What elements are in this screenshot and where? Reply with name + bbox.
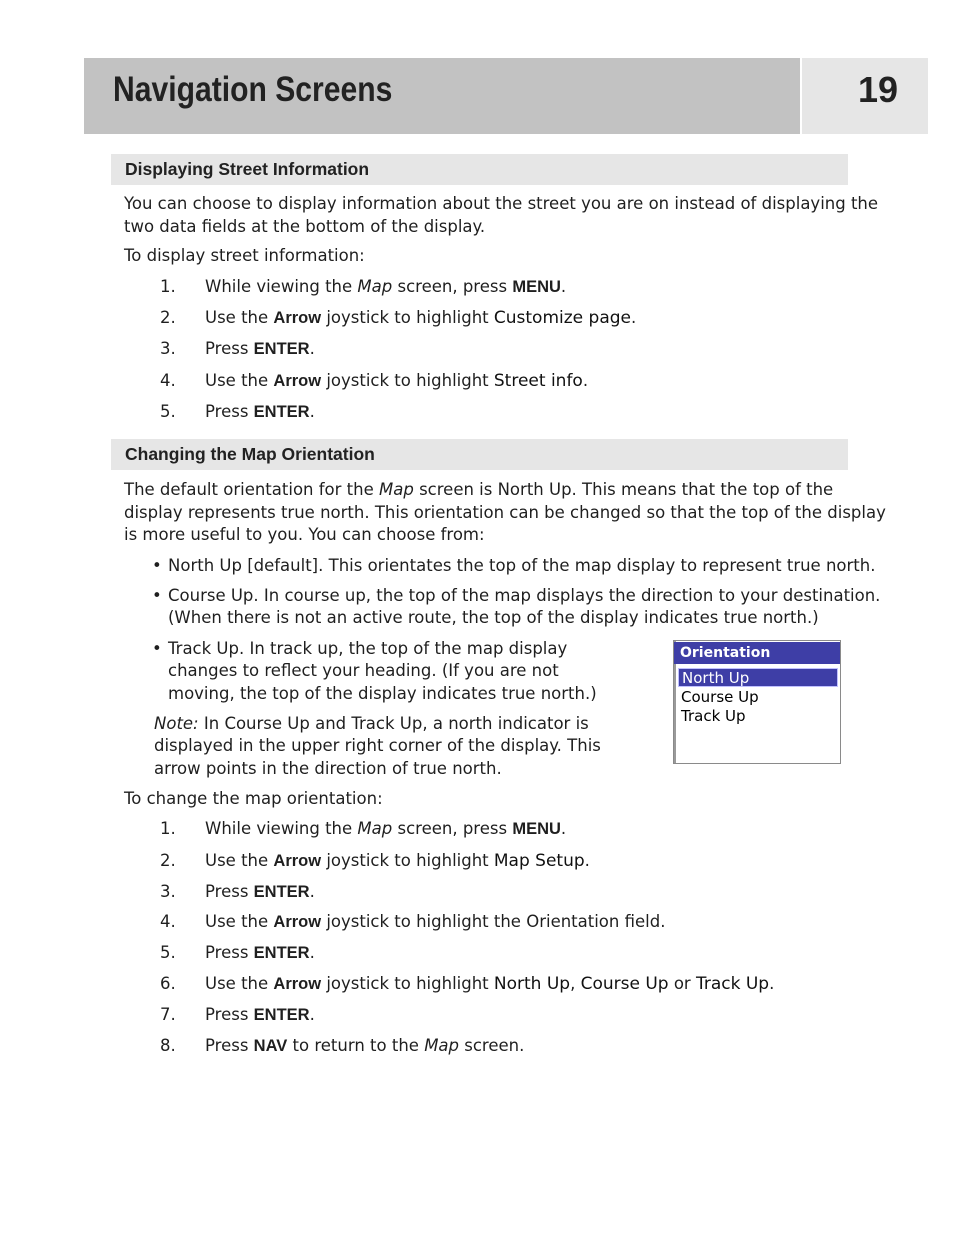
orientation-menu-title: Orientation	[674, 642, 840, 664]
step-number: 4.	[160, 912, 176, 931]
page-title: Navigation Screens	[113, 70, 393, 109]
step-number: 8.	[160, 1036, 176, 1055]
bullet-track-up-line2: changes to reflect your heading. (If you are not	[168, 661, 559, 680]
step-text: Press ENTER.	[205, 943, 315, 962]
step-text: Press ENTER.	[205, 339, 315, 358]
note-line3: arrow points in the direction of true north.	[154, 759, 502, 778]
step-text: Use the Arrow joystick to highlight North Up, Course Up or Track Up.	[205, 974, 775, 994]
step-number: 5.	[160, 943, 176, 962]
step-text: Press ENTER.	[205, 1005, 315, 1024]
step-text: Use the Arrow joystick to highlight Customize page.	[205, 308, 637, 328]
orientation-item-course-up: Course Up	[681, 688, 759, 706]
step-text: While viewing the Map screen, press MENU.	[205, 819, 567, 838]
note-line1: Note: In Course Up and Track Up, a north indicator is	[154, 714, 589, 733]
step-text: Press NAV to return to the Map screen.	[205, 1036, 525, 1055]
bullet-course-up-line2: (When there is not an active route, the top of the display indicates true north.)	[168, 608, 819, 627]
step-text: Press ENTER.	[205, 882, 315, 901]
section-heading-street-info: Displaying Street Information	[125, 159, 370, 179]
step-text: Use the Arrow joystick to highlight the Orientation field.	[205, 912, 666, 931]
section2-intro-line1: The default orientation for the Map screen is North Up. This means that the top of the	[124, 480, 834, 499]
step-text: Press ENTER.	[205, 402, 315, 421]
step-text: Use the Arrow joystick to highlight Street info.	[205, 371, 589, 391]
bullet-track-up-line3: moving, the top of the display indicates true north.)	[168, 684, 597, 703]
orientation-item-track-up: Track Up	[681, 707, 746, 725]
step-number: 6.	[160, 974, 176, 993]
bullet-north-up: North Up [default]. This orientates the top of the map display to represent true north.	[168, 556, 876, 575]
section1-lead: To display street information:	[124, 246, 365, 265]
section2-intro-line3: is more useful to you. You can choose from:	[124, 525, 485, 544]
step-number: 3.	[160, 339, 176, 358]
step-number: 5.	[160, 402, 176, 421]
bullet-course-up-line1: Course Up. In course up, the top of the map displays the direction to your destination.	[168, 586, 881, 605]
section-heading-orientation: Changing the Map Orientation	[125, 444, 375, 464]
section1-intro: You can choose to display information about the street you are on instead of displaying the two data fields at the bottom of the display.	[124, 194, 879, 236]
step-text: Use the Arrow joystick to highlight Map Setup.	[205, 851, 590, 871]
bullet-marker: •	[152, 556, 162, 575]
bullet-marker: •	[152, 639, 162, 658]
step-number: 2.	[160, 851, 176, 870]
section2-lead: To change the map orientation:	[124, 789, 383, 808]
step-text: While viewing the Map screen, press MENU.	[205, 277, 567, 296]
step-number: 4.	[160, 371, 176, 390]
orientation-menu-image	[673, 640, 841, 764]
step-number: 2.	[160, 308, 176, 327]
bullet-marker: •	[152, 586, 162, 605]
section2-intro-line2: display represents true north. This orientation can be changed so that the top of the display	[124, 503, 886, 522]
orientation-item-north-up: North Up	[678, 668, 838, 687]
bullet-track-up-line1: Track Up. In track up, the top of the map display	[168, 639, 568, 658]
note-line2: displayed in the upper right corner of the display. This	[154, 736, 601, 755]
step-number: 1.	[160, 819, 176, 838]
page-number: 19	[857, 69, 899, 110]
step-number: 7.	[160, 1005, 176, 1024]
step-number: 3.	[160, 882, 176, 901]
step-number: 1.	[160, 277, 176, 296]
